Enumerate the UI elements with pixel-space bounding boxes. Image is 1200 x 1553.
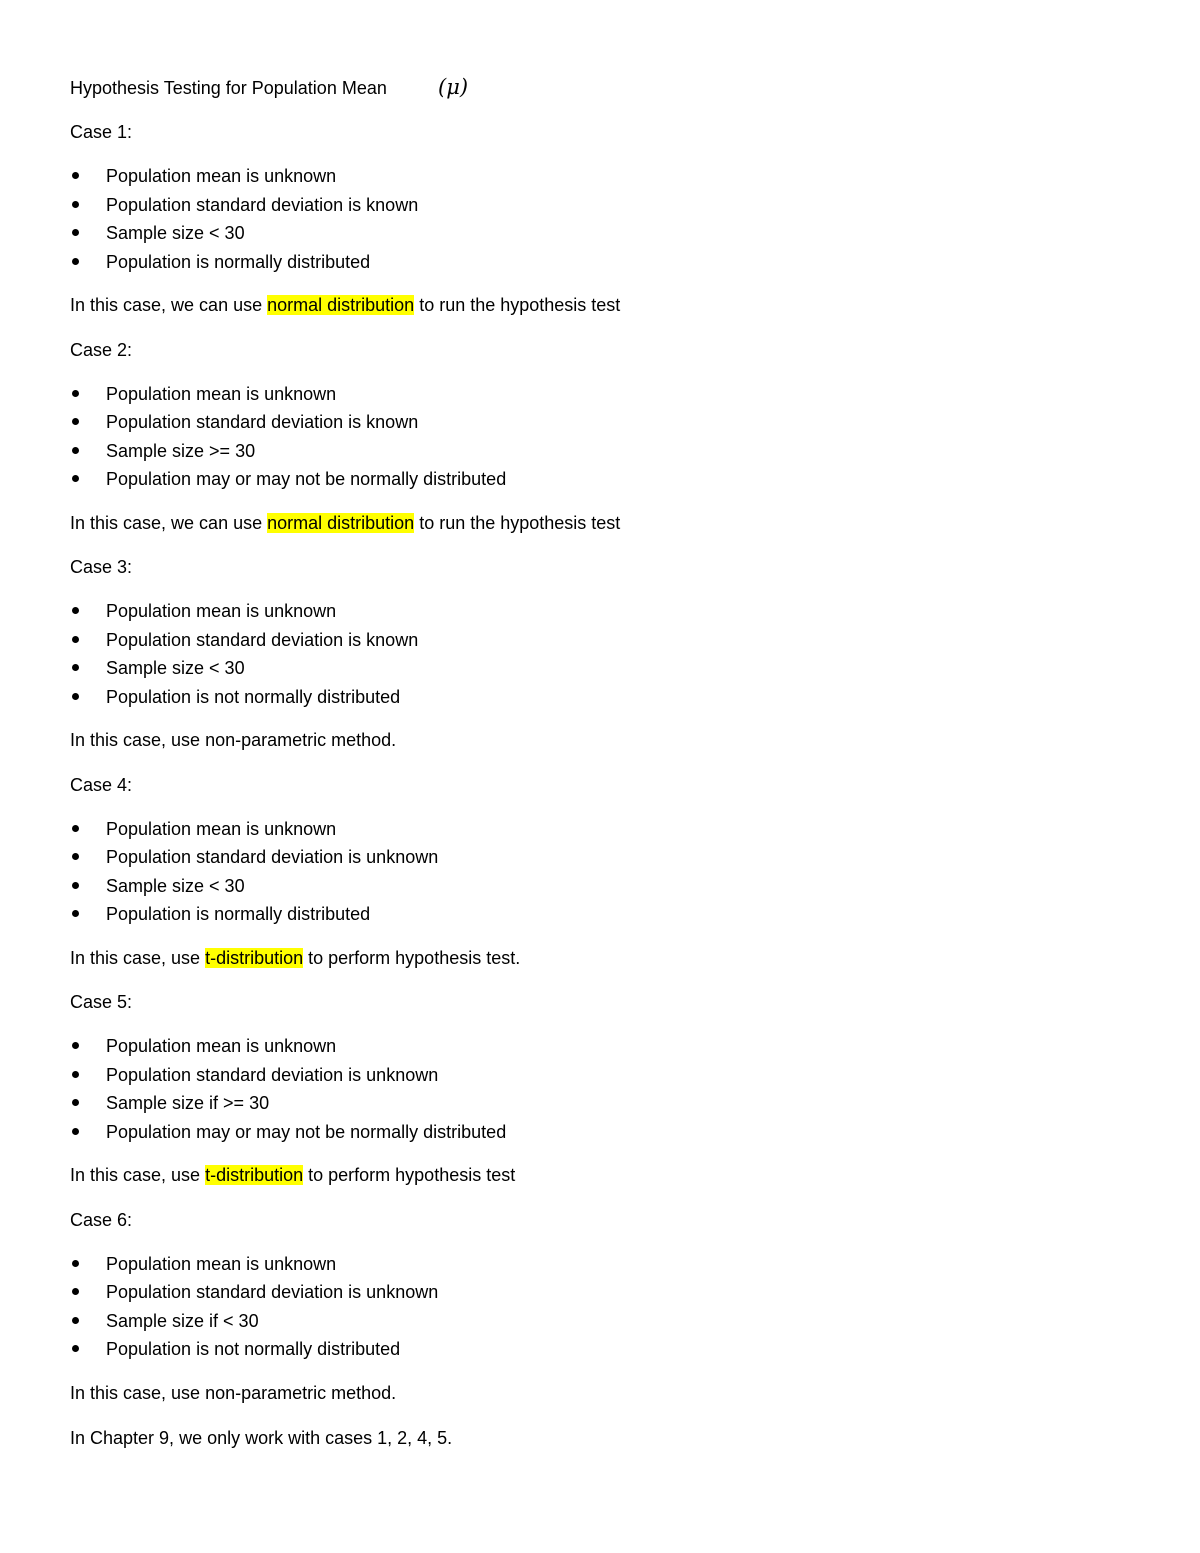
bullet-icon <box>72 390 79 397</box>
condition-item <box>70 380 1070 409</box>
condition-list <box>70 380 1070 494</box>
conclusion-text: In this case, use non-parametric method. <box>70 1382 397 1403</box>
case-title: Case 1: <box>70 122 133 142</box>
bullet-icon <box>72 636 79 643</box>
case-title: Case 3: <box>70 557 133 577</box>
case-title: Case 2: <box>70 339 133 360</box>
bullet-icon <box>72 1099 79 1106</box>
condition-text: Population is not normally distributed <box>106 1339 401 1359</box>
condition-text: Population standard deviation is known <box>106 629 419 650</box>
condition-text: Sample size if < 30 <box>106 1310 259 1331</box>
condition-item <box>70 465 1070 494</box>
case-title: Case 4: <box>70 774 133 795</box>
bullet-icon <box>72 447 79 454</box>
conclusion-text: to perform hypothesis test. <box>303 947 521 968</box>
condition-text: Sample size if >= 30 <box>106 1093 270 1113</box>
condition-item <box>70 1278 1070 1307</box>
bullet-icon <box>72 1128 79 1135</box>
bullet-icon <box>72 1260 79 1267</box>
condition-item <box>70 437 1070 466</box>
case-section <box>70 118 1070 319</box>
condition-item <box>70 162 1070 191</box>
bullet-icon <box>72 1288 79 1295</box>
condition-item <box>70 1335 1070 1364</box>
condition-item <box>70 872 1070 901</box>
condition-item <box>70 1061 1070 1090</box>
condition-text: Population mean is unknown <box>106 166 337 186</box>
condition-text: Population standard deviation is unknown <box>106 1064 439 1085</box>
conclusion-text: to run the hypothesis test <box>414 512 621 533</box>
bullet-icon <box>72 1317 79 1324</box>
highlighted-method: t-distribution <box>205 947 304 968</box>
condition-text: Population standard deviation is known <box>106 194 419 215</box>
highlighted-method: t-distribution <box>205 1165 304 1185</box>
condition-text: Population standard deviation is unknown <box>106 1282 439 1302</box>
condition-list <box>70 162 1070 276</box>
case-conclusion <box>70 726 1070 754</box>
highlighted-method: normal distribution <box>267 512 415 533</box>
case-section <box>70 988 1070 1189</box>
condition-item <box>70 900 1070 929</box>
condition-item <box>70 1307 1070 1336</box>
bullet-icon <box>72 201 79 208</box>
conclusion-text: to run the hypothesis test <box>414 295 621 315</box>
condition-item <box>70 626 1070 655</box>
case-conclusion <box>70 291 1070 319</box>
condition-text: Population mean is unknown <box>106 818 337 839</box>
bullet-icon <box>72 418 79 425</box>
case-conclusion <box>70 1379 1070 1407</box>
bullet-icon <box>72 853 79 860</box>
bullet-icon <box>72 607 79 614</box>
case-conclusion <box>70 944 1070 972</box>
conclusion-text: In this case, use <box>70 947 206 968</box>
bullet-icon <box>72 693 79 700</box>
condition-text: Population mean is unknown <box>106 601 337 621</box>
condition-item <box>70 1089 1070 1118</box>
condition-text: Population may or may not be normally distributed <box>106 469 507 489</box>
bullet-icon <box>72 910 79 917</box>
mu-symbol: (μ) <box>438 75 469 99</box>
condition-text: Sample size < 30 <box>106 658 245 678</box>
condition-list <box>70 1032 1070 1146</box>
condition-text: Sample size < 30 <box>106 875 245 896</box>
conclusion-text: to perform hypothesis test <box>303 1165 516 1185</box>
conclusion-text: In this case, we can use <box>70 512 268 533</box>
highlighted-method: normal distribution <box>267 295 415 315</box>
condition-list <box>70 1250 1070 1364</box>
condition-item <box>70 1118 1070 1147</box>
bullet-icon <box>72 475 79 482</box>
condition-item <box>70 815 1070 844</box>
condition-text: Population may or may not be normally distributed <box>106 1121 507 1142</box>
condition-text: Population standard deviation is unknown <box>106 847 439 867</box>
case-section <box>70 771 1070 972</box>
document-title: Hypothesis Testing for Population Mean <box>70 78 387 98</box>
case-section <box>70 336 1070 537</box>
condition-item <box>70 597 1070 626</box>
condition-list <box>70 815 1070 929</box>
condition-text: Population standard deviation is known <box>106 412 419 432</box>
bullet-icon <box>72 664 79 671</box>
case-section <box>70 1206 1070 1407</box>
case-section <box>70 553 1070 754</box>
conclusion-text: In this case, use <box>70 1165 206 1185</box>
bullet-icon <box>72 1042 79 1049</box>
condition-item <box>70 1032 1070 1061</box>
condition-item <box>70 843 1070 872</box>
condition-item <box>70 248 1070 277</box>
condition-item <box>70 219 1070 248</box>
condition-item <box>70 654 1070 683</box>
condition-text: Sample size >= 30 <box>106 440 256 461</box>
bullet-icon <box>72 172 79 179</box>
condition-text: Population is normally distributed <box>106 251 371 272</box>
condition-text: Population mean is unknown <box>106 1036 337 1056</box>
bullet-icon <box>72 229 79 236</box>
condition-text: Population mean is unknown <box>106 383 337 404</box>
condition-item <box>70 683 1070 712</box>
condition-item <box>70 408 1070 437</box>
condition-item <box>70 191 1070 220</box>
case-conclusion <box>70 509 1070 537</box>
chapter-note: In Chapter 9, we only work with cases 1, 2, 4, 5. <box>70 1428 453 1448</box>
bullet-icon <box>72 258 79 265</box>
condition-item <box>70 1250 1070 1279</box>
bullet-icon <box>72 882 79 889</box>
case-title: Case 5: <box>70 992 133 1012</box>
bullet-icon <box>72 1345 79 1352</box>
condition-text: Population mean is unknown <box>106 1253 337 1274</box>
conclusion-text: In this case, we can use <box>70 295 268 315</box>
conclusion-text: In this case, use non-parametric method. <box>70 730 397 750</box>
bullet-icon <box>72 1071 79 1078</box>
bullet-icon <box>72 825 79 832</box>
case-title: Case 6: <box>70 1209 133 1230</box>
case-conclusion <box>70 1161 1070 1189</box>
condition-text: Sample size < 30 <box>106 223 245 243</box>
condition-list <box>70 597 1070 711</box>
condition-text: Population is normally distributed <box>106 904 371 924</box>
condition-text: Population is not normally distributed <box>106 686 401 707</box>
